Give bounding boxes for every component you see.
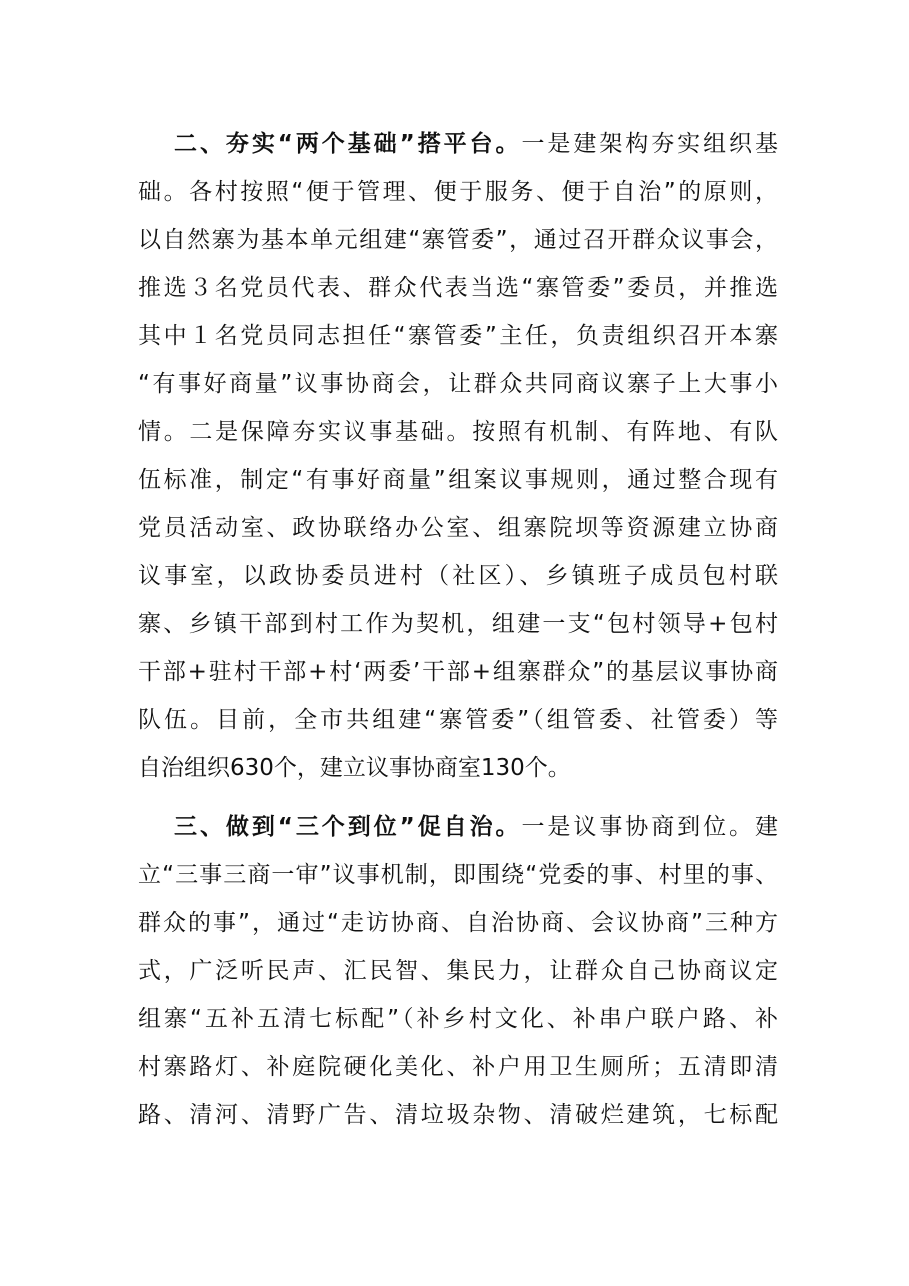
paragraph-line: 村寨路灯、补庭院硬化美化、补户用卫生厕所；五清即清 [138,1054,778,1080]
paragraph-line: 其中１名党员同志担任“寨管委”主任，负责组织召开本寨 [138,323,778,349]
paragraph-text: 一是建架构夯实组织基 [521,131,779,157]
paragraph-line: 组寨“五补五清七标配”（补乡村文化、补串户联户路、补 [138,1006,778,1032]
paragraph-line: 础。各村按照“便于管理、便于服务、便于自治”的原则， [138,179,778,205]
section-three-in-place [138,803,778,1139]
paragraph-line: 议事室，以政协委员进村（社区）、乡镇班子成员包村联 [138,563,778,589]
paragraph-line: 自治组织630个，建立议事协商室130个。 [138,755,571,781]
paragraph-line: 群众的事”，通过“走访协商、自治协商、会议协商”三种方 [138,910,778,936]
paragraph-line [138,120,778,168]
paragraph-line: 干部+驻村干部+村‘两委’干部+组寨群众”的基层议事协商 [138,659,778,685]
paragraph-line: 伍标准，制定“有事好商量”组案议事规则，通过整合现有 [138,467,778,493]
paragraph-line: 寨、乡镇干部到村工作为契机，组建一支“包村领导+包村 [138,611,778,637]
paragraph-line [138,803,778,851]
paragraph-line: 党员活动室、政协联络办公室、组寨院坝等资源建立协商 [138,515,778,541]
section-heading: 三、做到“三个到位”促自治。 [174,814,522,840]
paragraph-line: 路、清河、清野广告、清垃圾杂物、清破烂建筑，七标配 [138,1102,778,1128]
paragraph-line: 式，广泛听民声、汇民智、集民力，让群众自己协商议定 [138,958,778,984]
paragraph-line: 队伍。目前，全市共组建“寨管委”（组管委、社管委）等 [138,707,778,733]
paragraph-line: 推选３名党员代表、群众代表当选“寨管委”委员，并推选 [138,275,778,301]
paragraph-line: “有事好商量”议事协商会，让群众共同商议寨子上大事小 [138,371,778,397]
paragraph-line: 立“三事三商一审”议事机制，即围绕“党委的事、村里的事、 [138,862,778,888]
section-two-foundations [138,120,778,792]
section-heading: 二、夯实“两个基础”搭平台。 [174,131,522,157]
paragraph-text: 一是议事协商到位。建 [521,814,779,840]
paragraph-line: 以自然寨为基本单元组建“寨管委”，通过召开群众议事会， [138,227,778,253]
paragraph-line: 情。二是保障夯实议事基础。按照有机制、有阵地、有队 [138,419,778,445]
